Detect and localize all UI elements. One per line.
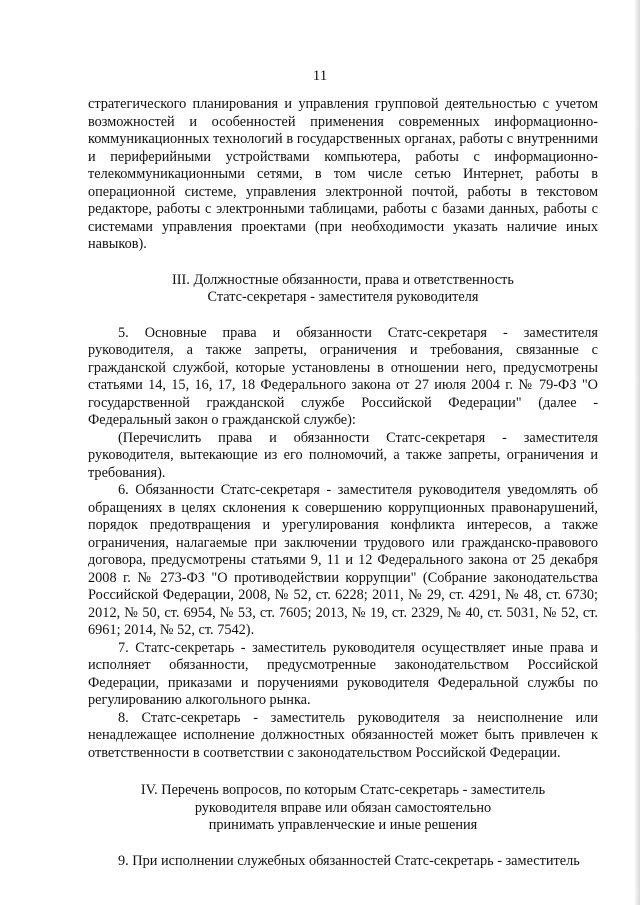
intro-continuation-paragraph: стратегического планирования и управления групповой деятельностью с учетом возможностей и особенностей применения современных информационно-коммуникационных технологий в государственных органах, работы с внутренними и периферийными устройствами компьютера, работы с информационно-телекоммуникационными сетями, в том числе сетью Интернет, работы в операционной системе, управления электронной почтой, работы в текстовом редакторе, работы с электронными таблицами, работы с базами данных, работы с системами управления проектами (при необходимости указать наличие иных навыков).	[88, 96, 598, 252]
section-3-heading-line-2: Статс-секретаря - заместителя руководителя	[207, 289, 479, 305]
section-3-heading	[88, 272, 598, 307]
paragraph-5-note: (Перечислить права и обязанности Статс-секретаря - заместителя руководителя, вытекающие из его полномочий, а также запреты, ограничения и требования).	[88, 429, 598, 481]
section-4-heading-line-3: принимать управленческие и иные решения	[208, 817, 478, 833]
paragraph-7: 7. Статс-секретарь - заместитель руководителя осуществляет иные права и исполняет обязанности, предусмотренные законодательством Российской Федерации, приказами и поручениями руководителя Федеральной службы по регулированию алкогольного рынка.	[88, 639, 598, 708]
document-body	[88, 96, 598, 870]
section-4-heading	[88, 782, 598, 835]
section-4-heading-line-1: IV. Перечень вопросов, по которым Статс-секретарь - заместитель	[140, 782, 546, 798]
paragraph-8: 8. Статс-секретарь - заместитель руководителя за неисполнение или ненадлежащее исполнение должностных обязанностей может быть привлечен к ответственности в соответствии с законодательством Российской Федерации.	[88, 709, 598, 761]
paragraph-9: 9. При исполнении служебных обязанностей Статс-секретарь - заместитель	[118, 852, 580, 869]
section-3-heading-line-1: III. Должностные обязанности, права и ответственность	[172, 271, 514, 288]
paragraph-5: 5. Основные права и обязанности Статс-секретаря - заместителя руководителя, а также запреты, ограничения и требования, связанные с гражданской службой, которые установлены в отношении него, предусмотрены статьями 14, 15, 16, 17, 18 Федерального закона от 27 июля 2004 г. № 79-ФЗ "О государственной гражданской службе Российской Федерации" (далее - Федеральный закон о гражданской службе):	[88, 324, 598, 428]
scan-edge-shadow	[634, 0, 640, 905]
page-number: 11	[312, 68, 328, 84]
section-4-heading-line-2: руководителя вправе или обязан самостоятельно	[194, 799, 492, 816]
paragraph-6: 6. Обязанности Статс-секретаря - заместителя руководителя уведомлять об обращениях в целях склонения к совершению коррупционных правонарушений, порядок предотвращения и урегулирования конфликта интересов, а также ограничения, налагаемые при заключении трудового или гражданско-правового договора, предусмотрены статьями 9, 11 и 12 Федерального закона от 25 декабря 2008 г. № 273-ФЗ "О противодействии коррупции" (Собрание законодательства Российской Федерации, 2008, № 52, ст. 6228; 2011, № 29, ст. 4291, № 48, ст. 6730; 2012, № 50, ст. 6954, № 53, ст. 7605; 2013, № 19, ст. 2329, № 40, ст. 5031, № 52, ст. 6961; 2014, № 52, ст. 7542).	[88, 482, 598, 638]
